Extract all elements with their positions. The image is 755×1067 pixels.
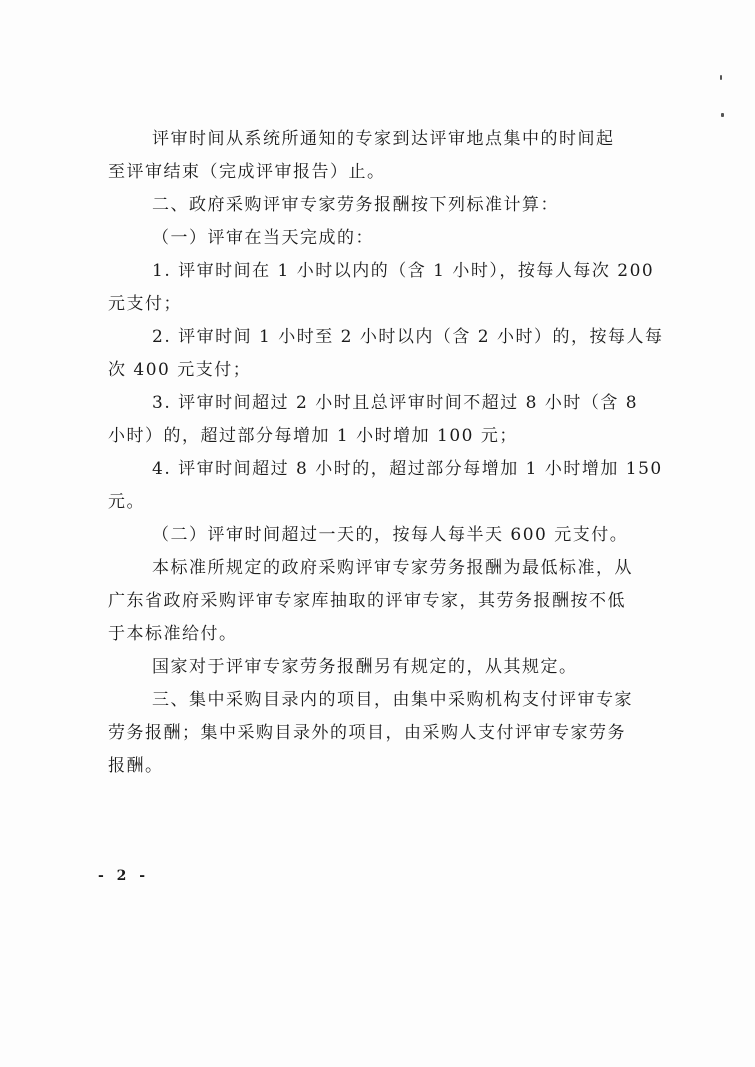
list-item-line: 1. 评审时间在 1 小时以内的（含 1 小时），按每人每次 200 <box>152 261 655 281</box>
body-text-line: 报酬。 <box>108 756 164 776</box>
section-heading: 二、政府采购评审专家劳务报酬按下列标准计算： <box>152 195 559 215</box>
list-item-line: 4. 评审时间超过 8 小时的，超过部分每增加 1 小时增加 150 <box>152 459 663 479</box>
body-text-line: 国家对于评审专家劳务报酬另有规定的，从其规定。 <box>152 657 578 677</box>
body-text-line: 本标准所规定的政府采购评审专家劳务报酬为最低标准，从 <box>152 558 633 578</box>
body-text-line: 至评审结束（完成评审报告）止。 <box>108 162 386 182</box>
list-item-line: 2. 评审时间 1 小时至 2 小时以内（含 2 小时）的，按每人每 <box>152 327 664 347</box>
section-heading: 三、集中采购目录内的项目，由集中采购机构支付评审专家 <box>152 690 633 710</box>
body-text-line: 广东省政府采购评审专家库抽取的评审专家，其劳务报酬按不低 <box>108 591 626 611</box>
subsection-heading: （二）评审时间超过一天的，按每人每半天 600 元支付。 <box>152 525 629 545</box>
list-item-line: 3. 评审时间超过 2 小时且总评审时间不超过 8 小时（含 8 <box>152 393 639 413</box>
page-number: - 2 - <box>98 868 150 884</box>
body-text-line: 劳务报酬；集中采购目录外的项目，由采购人支付评审专家劳务 <box>108 723 626 743</box>
list-item-line: 元。 <box>108 492 145 512</box>
list-item-line: 小时）的，超过部分每增加 1 小时增加 100 元； <box>108 426 518 446</box>
list-item-line: 元支付； <box>108 294 182 314</box>
body-text-line: 于本标准给付。 <box>108 624 238 644</box>
list-item-line: 次 400 元支付； <box>108 360 252 380</box>
scan-speck <box>721 113 724 117</box>
subsection-heading: （一）评审在当天完成的： <box>152 228 374 248</box>
scan-speck <box>720 75 722 80</box>
body-text-line: 评审时间从系统所通知的专家到达评审地点集中的时间起 <box>152 129 615 149</box>
